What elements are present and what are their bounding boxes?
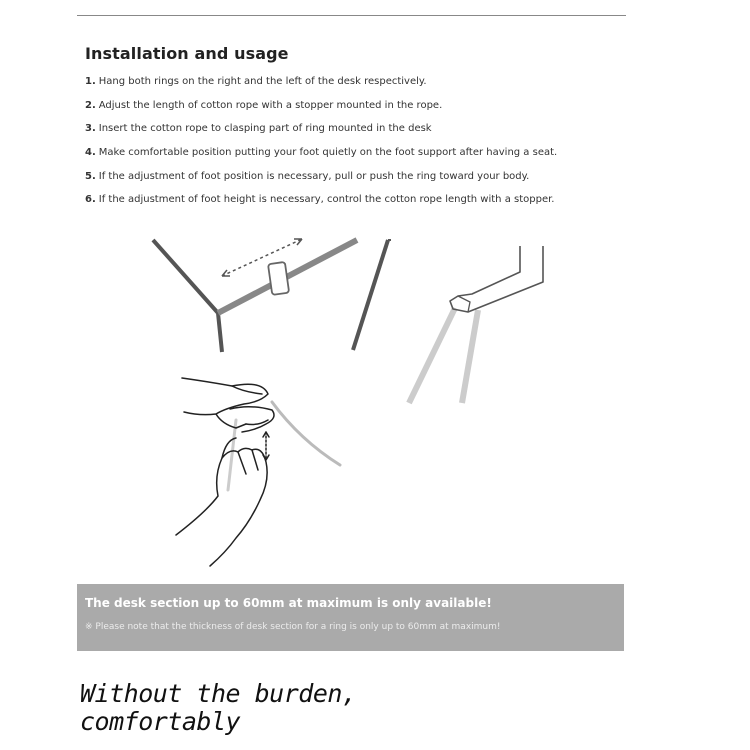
- slogan-line-2: comfortably: [80, 707, 241, 736]
- step-text: Make comfortable position putting your foot quietly on the foot support after having a seat.: [98, 147, 558, 159]
- notice-title: The desk section up to 60mm at maximum is only available!: [85, 596, 492, 610]
- ring-hook-diagram: [409, 246, 543, 403]
- slogan-line-1: Without the burden,: [80, 679, 357, 708]
- step-text: If the adjustment of foot height is necessary, control the cotton rope length with a stopper.: [98, 194, 555, 206]
- step-number: 5.: [85, 170, 96, 182]
- step-number: 1.: [85, 76, 96, 87]
- step-number: 6.: [85, 194, 96, 206]
- notice-banner: [77, 584, 624, 651]
- hands-stopper-diagram: [176, 378, 340, 566]
- desk-ring-diagram: [153, 239, 391, 352]
- slogan: [80, 680, 356, 736]
- step-number: 2.: [85, 99, 96, 111]
- step-text: Hang both rings on the right and the left of the desk respectively.: [98, 76, 427, 87]
- step-number: 4.: [85, 147, 96, 159]
- step-text: If the adjustment of foot position is necessary, pull or push the ring toward your body.: [98, 170, 530, 182]
- section-title: Installation and usage: [85, 44, 289, 63]
- step-number: 3.: [85, 123, 96, 135]
- notice-note: ※ Please note that the thickness of desk section for a ring is only up to 60mm at maximum!: [85, 622, 501, 632]
- step-text: Insert the cotton rope to clasping part of ring mounted in the desk: [98, 123, 432, 135]
- step-text: Adjust the length of cotton rope with a stopper mounted in the rope.: [98, 99, 443, 111]
